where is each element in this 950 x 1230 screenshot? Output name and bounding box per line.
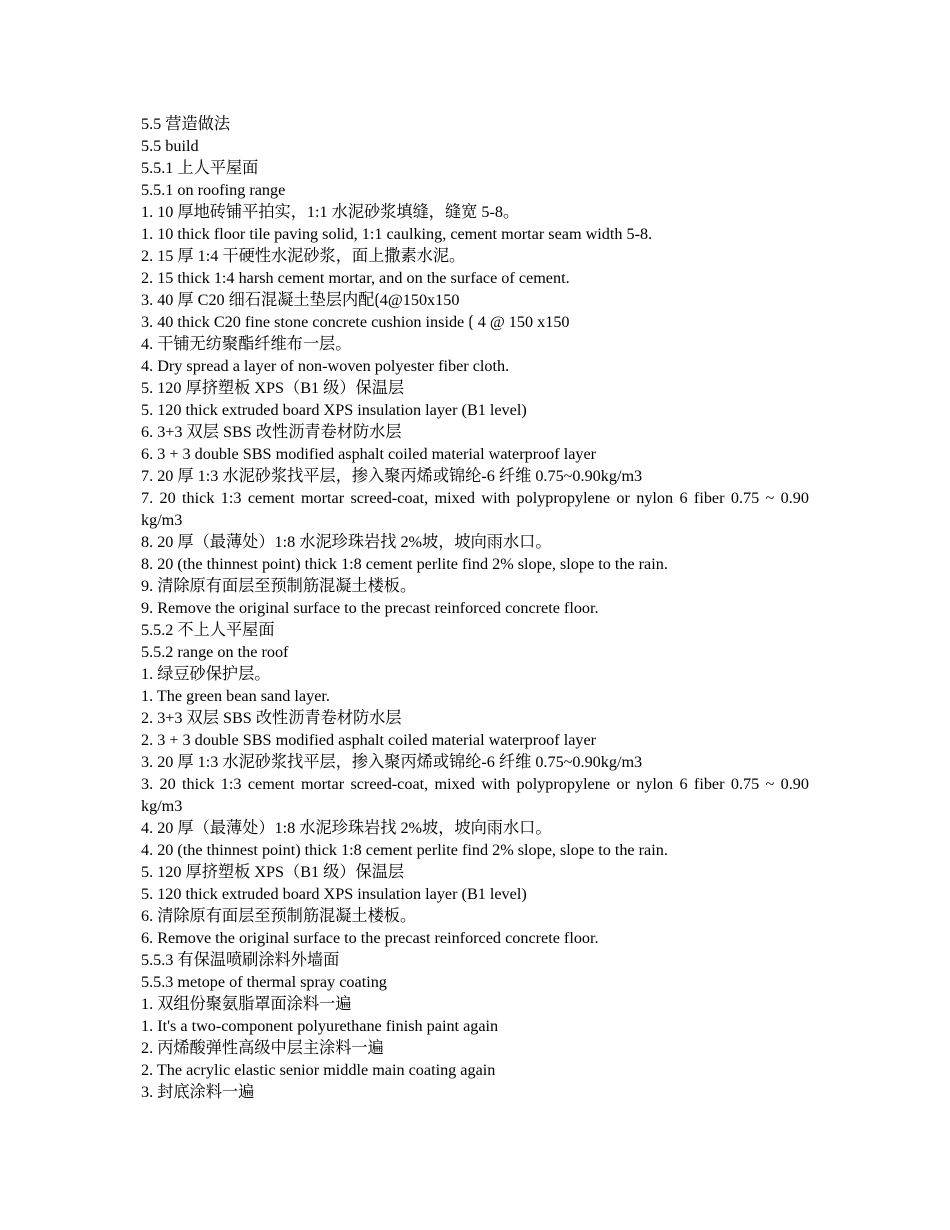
list-item-en: 5. 120 thick extruded board XPS insulation layer (B1 level) <box>141 885 527 903</box>
list-item-zh: 4. 干铺无纺聚酯纤维布一层。 <box>141 335 352 353</box>
list-item-en: 6. Remove the original surface to the precast reinforced concrete floor. <box>141 929 599 947</box>
section-heading-zh: 5.5 营造做法 <box>141 115 231 133</box>
list-item-en: 2. 3 + 3 double SBS modified asphalt coiled material waterproof layer <box>141 731 597 749</box>
list-item-zh: 3. 40 厚 C20 细石混凝土垫层内配⟮4@150x150 <box>141 291 460 309</box>
list-item-zh: 1. 10 厚地砖铺平拍实，1:1 水泥砂浆填缝，缝宽 5-8。 <box>141 203 520 221</box>
subsection-heading-zh: 5.5.2 不上人平屋面 <box>141 621 275 639</box>
list-item-zh: 9. 清除原有面层至预制筋混凝土楼板。 <box>141 577 417 595</box>
list-item-zh: 2. 3+3 双层 SBS 改性沥青卷材防水层 <box>141 709 402 727</box>
list-item-en: 1. The green bean sand layer. <box>141 687 330 705</box>
list-item-zh: 5. 120 厚挤塑板 XPS（B1 级）保温层 <box>141 379 405 397</box>
list-item-en: 2. The acrylic elastic senior middle main coating again <box>141 1061 496 1079</box>
list-item-en: 4. 20 (the thinnest point) thick 1:8 cement perlite find 2% slope, slope to the rain. <box>141 841 668 859</box>
list-item-zh: 2. 15 厚 1:4 干硬性水泥砂浆，面上撒素水泥。 <box>141 247 466 265</box>
subsection-heading-zh: 5.5.3 有保温喷刷涂料外墙面 <box>141 951 340 969</box>
document-body <box>141 113 809 1103</box>
list-item-zh: 6. 清除原有面层至预制筋混凝土楼板。 <box>141 907 417 925</box>
list-item-zh: 2. 丙烯酸弹性高级中层主涂料一遍 <box>141 1039 384 1057</box>
list-item-zh: 8. 20 厚（最薄处）1:8 水泥珍珠岩找 2%坡，坡向雨水口。 <box>141 533 552 551</box>
list-item-en: 6. 3 + 3 double SBS modified asphalt coiled material waterproof layer <box>141 445 597 463</box>
list-item-en: 8. 20 (the thinnest point) thick 1:8 cement perlite find 2% slope, slope to the rain. <box>141 555 668 573</box>
list-item-en: 7. 20 thick 1:3 cement mortar screed-coat, mixed with polypropylene or nylon 6 fiber 0.75 ~ 0.90 kg/m3 <box>141 489 809 529</box>
list-item-en: 5. 120 thick extruded board XPS insulation layer (B1 level) <box>141 401 527 419</box>
subsection-heading-zh: 5.5.1 上人平屋面 <box>141 159 259 177</box>
list-item-zh: 1. 绿豆砂保护层。 <box>141 665 271 683</box>
list-item-zh: 5. 120 厚挤塑板 XPS（B1 级）保温层 <box>141 863 405 881</box>
subsection-heading-en: 5.5.1 on roofing range <box>141 181 286 199</box>
list-item-zh: 6. 3+3 双层 SBS 改性沥青卷材防水层 <box>141 423 402 441</box>
list-item-en: 1. 10 thick floor tile paving solid, 1:1 caulking, cement mortar seam width 5-8. <box>141 225 653 243</box>
list-item-en: 1. It's a two-component polyurethane finish paint again <box>141 1017 499 1035</box>
list-item-en: 4. Dry spread a layer of non-woven polyester fiber cloth. <box>141 357 510 375</box>
list-item-zh: 3. 20 厚 1:3 水泥砂浆找平层，掺入聚丙烯或锦纶-6 纤维 0.75~0.90kg/m3 <box>141 753 643 771</box>
list-item-en: 3. 20 thick 1:3 cement mortar screed-coat, mixed with polypropylene or nylon 6 fiber 0.75 ~ 0.90 kg/m3 <box>141 775 809 815</box>
list-item-zh: 1. 双组份聚氨脂罩面涂料一遍 <box>141 995 352 1013</box>
list-item-en: 9. Remove the original surface to the precast reinforced concrete floor. <box>141 599 599 617</box>
list-item-zh: 3. 封底涂料一遍 <box>141 1083 255 1101</box>
subsection-heading-en: 5.5.3 metope of thermal spray coating <box>141 973 387 991</box>
list-item-zh: 4. 20 厚（最薄处）1:8 水泥珍珠岩找 2%坡，坡向雨水口。 <box>141 819 552 837</box>
subsection-heading-en: 5.5.2 range on the roof <box>141 643 289 661</box>
list-item-en: 2. 15 thick 1:4 harsh cement mortar, and on the surface of cement. <box>141 269 570 287</box>
section-heading-en: 5.5 build <box>141 137 199 155</box>
list-item-en: 3. 40 thick C20 fine stone concrete cushion inside ⟮ 4 @ 150 x150 <box>141 313 570 331</box>
list-item-zh: 7. 20 厚 1:3 水泥砂浆找平层，掺入聚丙烯或锦纶-6 纤维 0.75~0.90kg/m3 <box>141 467 643 485</box>
